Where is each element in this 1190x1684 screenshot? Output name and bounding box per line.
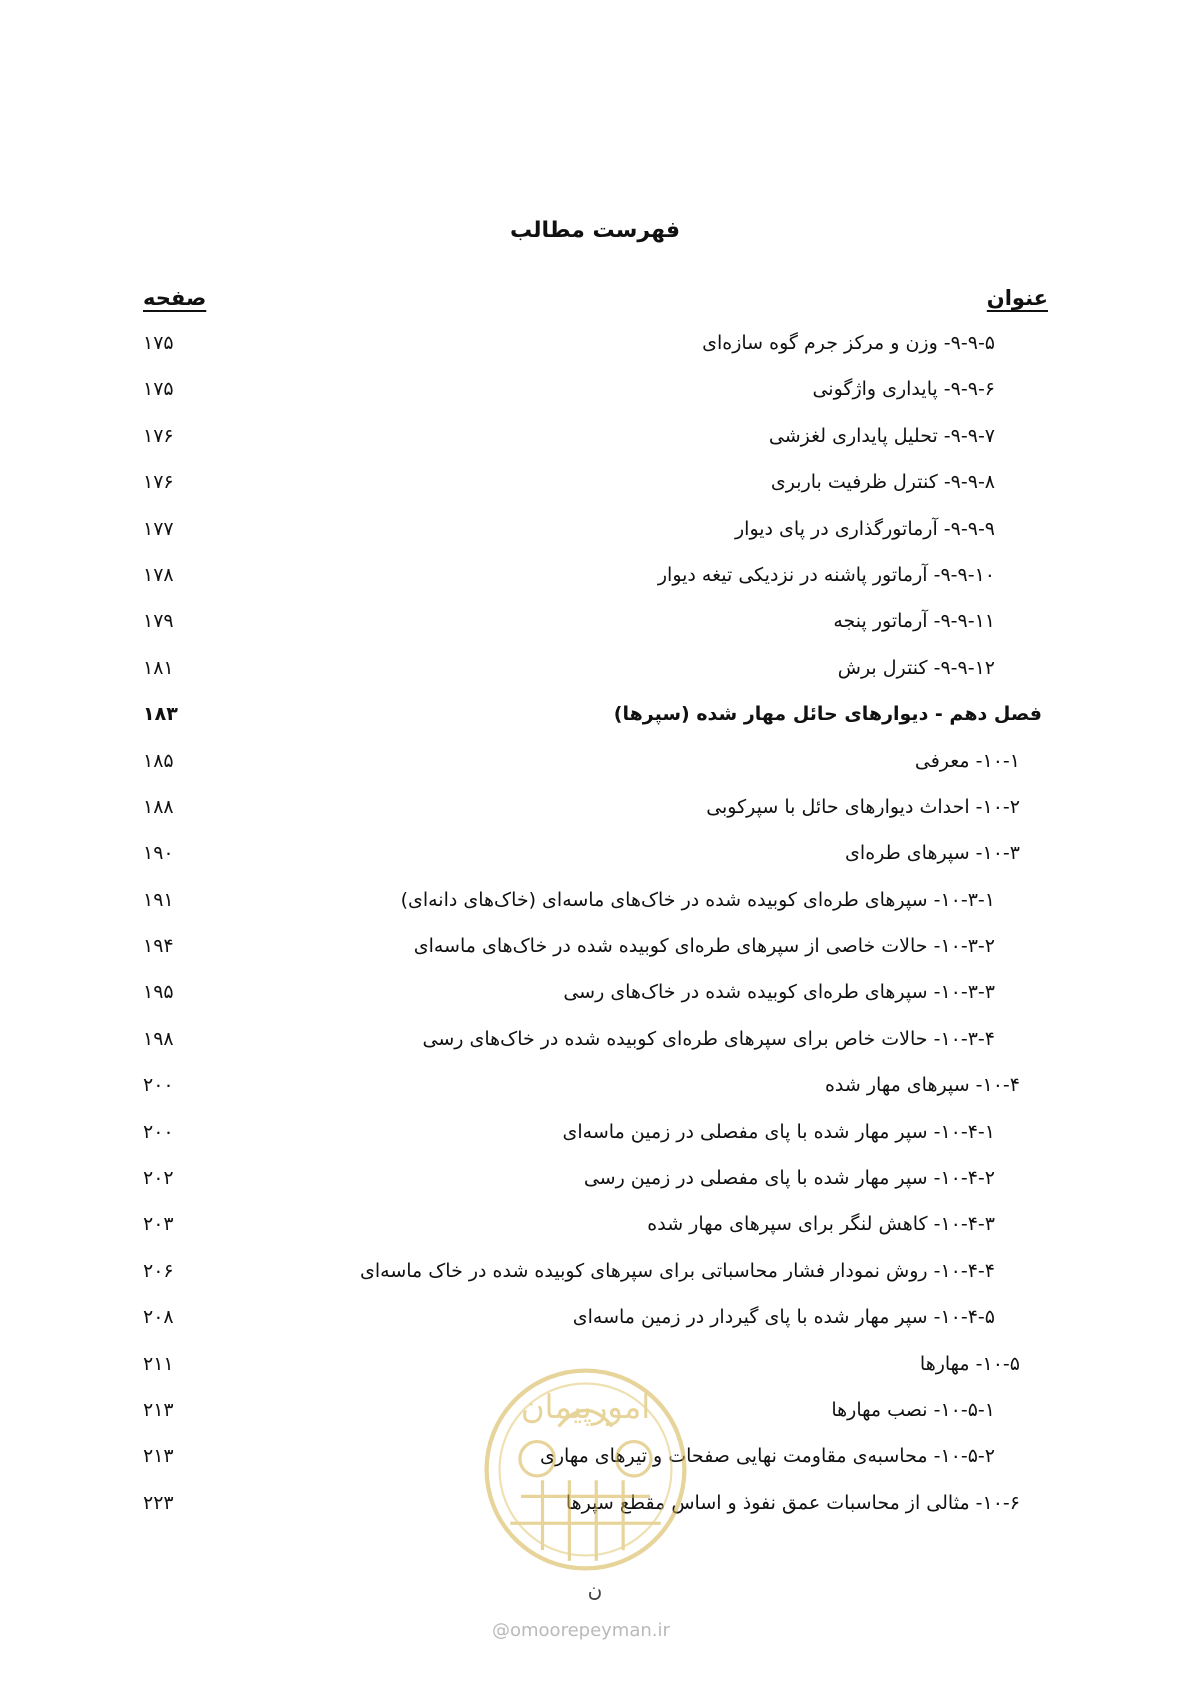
toc-row [0,1119,1190,1165]
toc-row [0,840,1190,886]
toc-entry-title: ۱۰-۳-۴- حالات خاص برای سپرهای طره‌ای کوبیده شده در خاک‌های رسی [422,1027,995,1050]
toc-entry-title: ۱۰-۴-۲- سپر مهار شده با پای مفصلی در زمین رسی [583,1167,995,1190]
toc-entry-title: ۹-۹-۶- پایداری واژگونی [812,378,995,401]
toc-entry-title: ۱۰-۴-۳- کاهش لنگر برای سپرهای مهار شده [647,1213,995,1236]
toc-row [0,1258,1190,1304]
toc-entry-title: ۹-۹-۸- کنترل ظرفیت باربری [770,471,995,494]
toc-row [0,562,1190,608]
toc-entry-page: ۱۸۳ [143,703,178,726]
toc-row [0,1490,1190,1536]
toc-entry-page: ۲۱۳ [143,1445,174,1468]
toc-entry-page: ۲۰۸ [143,1306,174,1329]
toc-entry-title: ۱۰-۴-۱- سپر مهار شده با پای مفصلی در زمین ماسه‌ای [562,1120,995,1143]
toc-entry-page: ۱۹۴ [143,935,174,958]
toc-entry-page: ۱۷۶ [143,424,174,447]
column-header-page: صفحه [143,286,207,310]
toc-entry-title: ۹-۹-۷- تحلیل پایداری لغزشی [768,424,995,447]
toc-entry-title: ۱۰-۶- مثالی از محاسبات عمق نفوذ و اساس مقطع سپرها [565,1491,1020,1514]
toc-row [0,330,1190,376]
toc-row [0,376,1190,422]
toc-entry-title: ۱۰-۱- معرفی [914,749,1020,772]
toc-entry-page: ۲۰۲ [143,1167,174,1190]
toc-entry-title: ۱۰-۴-۵- سپر مهار شده با پای گیردار در زمین ماسه‌ای [572,1306,995,1329]
toc-row [0,748,1190,794]
logo-text: امورپیمان [520,1387,651,1426]
toc-row [0,1211,1190,1257]
toc-row [0,1351,1190,1397]
toc-entry-page: ۱۸۵ [143,749,174,772]
toc-entry-page: ۲۱۳ [143,1398,174,1421]
toc-entry-title: ۱۰-۲- احداث دیوارهای حائل با سپرکوبی [706,795,1020,818]
toc-row [0,1304,1190,1350]
toc-entry-page: ۱۸۱ [143,656,174,679]
toc-row [0,608,1190,654]
toc-row [0,1072,1190,1118]
toc-entry-page: ۲۱۱ [143,1352,174,1375]
toc-row [0,933,1190,979]
toc-entry-page: ۱۷۶ [143,471,174,494]
toc-entry-title: ۱۰-۴-۴- روش نمودار فشار محاسباتی برای سپرهای کوبیده شده در خاک ماسه‌ای [360,1259,995,1282]
toc-entry-page: ۱۹۵ [143,981,174,1004]
toc-row [0,423,1190,469]
toc-row [0,1165,1190,1211]
toc-row [0,516,1190,562]
toc-entry-title: ۹-۹-۹- آرماتورگذاری در پای دیوار [735,517,995,540]
toc-row [0,655,1190,701]
toc-entry-title: ۹-۹-۵- وزن و مرکز جرم گوه سازه‌ای [702,332,995,354]
toc-entry-page: ۱۷۸ [143,563,174,586]
page-number: ن [587,1578,603,1602]
toc-entry-page: ۲۰۶ [143,1259,174,1282]
toc-row [0,1026,1190,1072]
toc-entry-page: ۱۷۹ [143,610,174,633]
toc-entry-title: ۹-۹-۱۱- آرماتور پنجه [833,610,995,633]
toc-entry-title: ۱۰-۵-۱- نصب مهارها [831,1398,995,1421]
toc-row [0,979,1190,1025]
toc-chapter-row [0,701,1190,747]
toc-row [0,1443,1190,1489]
toc-row [0,1397,1190,1443]
toc-entry-page: ۱۷۵ [143,378,174,401]
toc-row [0,794,1190,840]
toc-row [0,887,1190,933]
toc-entry-title: ۹-۹-۱۰- آرماتور پاشنه در نزدیکی تیغه دیوار [657,563,995,586]
page-title: فهرست مطالب [509,218,681,243]
toc-entry-title: ۱۰-۴- سپرهای مهار شده [824,1074,1020,1097]
toc-entry-page: ۲۰۰ [143,1120,174,1143]
toc-entry-title: ۱۰-۳-۳- سپرهای طره‌ای کوبیده شده در خاک‌های رسی [563,981,995,1004]
toc-entry-page: ۱۹۸ [143,1027,174,1050]
toc-entry-page: ۲۰۰ [143,1074,174,1097]
toc-entry-page: ۱۹۰ [143,842,174,865]
toc-entry-title: ۱۰-۳-۲- حالات خاصی از سپرهای طره‌ای کوبیده شده در خاک‌های ماسه‌ای [413,935,995,958]
toc-entry-page: ۱۷۷ [143,517,174,540]
toc-entry-title: ۱۰-۳- سپرهای طره‌ای [845,842,1020,865]
toc-entry-title: ۱۰-۳-۱- سپرهای طره‌ای کوبیده شده در خاک‌های ماسه‌ای (خاک‌های دانه‌ای) [400,888,995,911]
toc-entry-title: ۱۰-۵-۲- محاسبه‌ی مقاومت نهایی صفحات و تیرهای مهاری [540,1445,995,1468]
toc-entry-page: ۱۸۸ [143,795,174,818]
toc-entry-title: ۱۰-۵- مهارها [919,1352,1020,1375]
toc-entry-title: فصل دهم - دیوارهای حائل مهار شده (سپرها) [613,703,1042,726]
toc-entry-page: ۱۷۵ [143,332,174,354]
toc-entry-page: ۲۲۳ [143,1491,174,1514]
column-header-title: عنوان [986,286,1048,310]
watermark-url: @omoorepeyman.ir [492,1620,670,1641]
toc-entry-page: ۲۰۳ [143,1213,174,1236]
table-of-contents [0,330,1190,1536]
toc-entry-title: ۹-۹-۱۲- کنترل برش [837,656,995,679]
toc-row [0,469,1190,515]
toc-entry-page: ۱۹۱ [143,888,174,911]
